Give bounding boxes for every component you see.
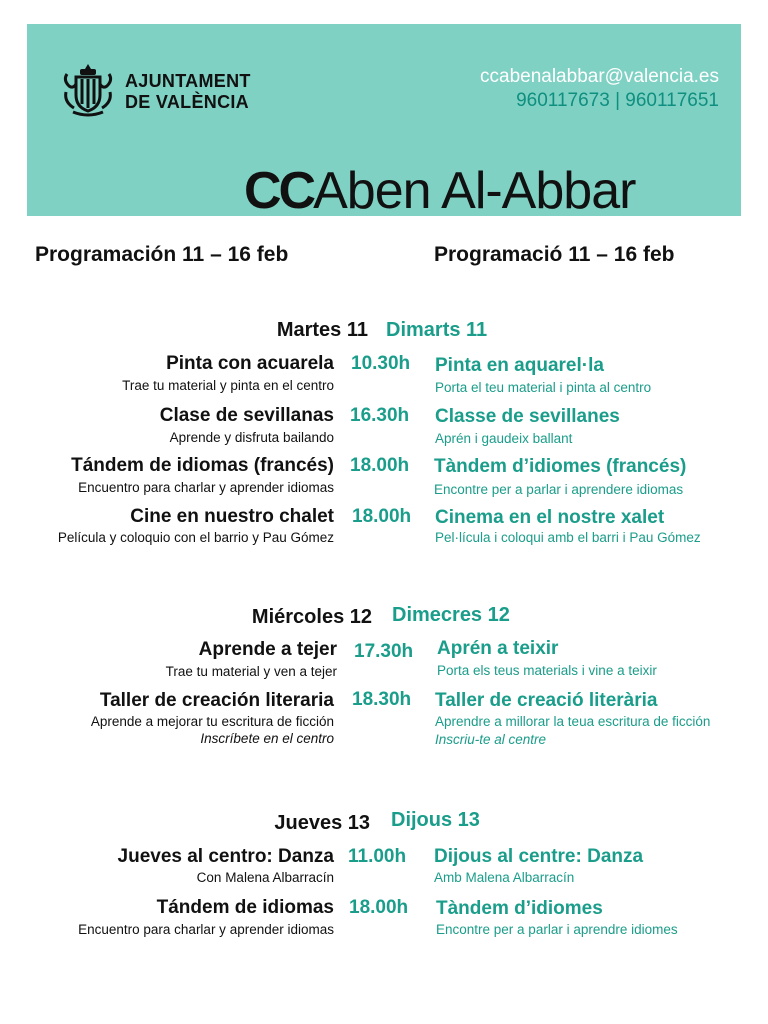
day-heading-va: Dimarts 11: [386, 319, 488, 341]
event-title-va: Taller de creació literària: [435, 690, 658, 711]
event-time: 11.00h: [348, 846, 407, 867]
event-title-va: Tàndem d’idiomes: [436, 898, 603, 919]
event-subtitle-va: Aprendre a millorar la teua escritura de ficción: [435, 714, 711, 729]
event-title-va: Aprén a teixir: [437, 638, 559, 659]
event-subtitle-va: Aprén i gaudeix ballant: [435, 431, 573, 446]
event-note-va: Inscriu-te al centre: [435, 732, 547, 747]
header-banner: [27, 24, 741, 216]
event-subtitle-es: Con Malena Albarracín: [196, 870, 334, 885]
event-subtitle-es: Aprende a mejorar tu escritura de ficción: [90, 714, 334, 729]
event-time: 18.00h: [350, 455, 410, 476]
city-crest-icon: [63, 62, 113, 118]
brand-name: Aben Al-Abbar: [313, 162, 636, 216]
day-heading-va: Dijous 13: [391, 809, 480, 831]
event-subtitle-es: Aprende y disfruta bailando: [169, 430, 334, 445]
event-subtitle-es: Trae tu material y pinta en el centro: [122, 378, 334, 393]
contact-phones[interactable]: 960117673 | 960117651: [516, 90, 719, 111]
event-title-va: Tàndem d’idiomes (francés): [434, 456, 687, 477]
programacion-es: Programación 11 – 16 feb: [35, 243, 289, 266]
event-title-es: Cine en nuestro chalet: [130, 506, 334, 527]
event-subtitle-es: Trae tu material y ven a tejer: [165, 664, 337, 679]
event-title-es: Tándem de idiomas: [156, 897, 334, 918]
event-subtitle-es: Encuentro para charlar y aprender idiomas: [78, 922, 334, 937]
day-heading-es: Martes 11: [276, 319, 368, 341]
event-title-es: Jueves al centro: Danza: [117, 846, 334, 867]
org-line-2: DE VALÈNCIA: [125, 92, 249, 112]
event-subtitle-va: Amb Malena Albarracín: [434, 870, 575, 885]
event-subtitle-va: Porta els teus materials i vine a teixir: [437, 663, 657, 678]
org-line-1: AJUNTAMENT: [125, 71, 251, 91]
event-title-es: Pinta con acuarela: [166, 353, 334, 374]
center-brand: [244, 163, 635, 216]
event-subtitle-va: Pel·lícula i coloqui amb el barri i Pau Gómez: [435, 530, 701, 545]
event-title-va: Cinema en el nostre xalet: [435, 507, 665, 528]
event-title-va: Dijous al centre: Danza: [434, 846, 644, 867]
event-time: 17.30h: [354, 641, 414, 662]
event-subtitle-va: Encontre per a parlar i aprendre idiomes: [436, 922, 678, 937]
day-heading-va: Dimecres 12: [392, 604, 510, 626]
event-note-es: Inscríbete en el centro: [200, 731, 334, 746]
event-time: 18.30h: [352, 689, 412, 710]
event-subtitle-es: Encuentro para charlar y aprender idiomas: [78, 480, 334, 495]
day-heading-es: Miércoles 12: [251, 606, 372, 628]
event-title-es: Clase de sevillanas: [159, 405, 334, 426]
brand-prefix: CC: [244, 162, 314, 216]
programacion-va: Programació 11 – 16 feb: [434, 243, 675, 266]
org-name: [125, 71, 251, 113]
event-time: 16.30h: [350, 405, 410, 426]
event-title-va: Pinta en aquarel·la: [435, 355, 604, 376]
event-subtitle-va: Encontre per a parlar i aprendere idiomas: [434, 482, 684, 497]
day-heading-es: Jueves 13: [274, 812, 370, 834]
event-time: 18.00h: [349, 897, 409, 918]
event-time: 18.00h: [352, 506, 412, 527]
event-subtitle-va: Porta el teu material i pinta al centro: [435, 380, 652, 395]
event-title-es: Taller de creación literaria: [99, 690, 334, 711]
event-title-es: Tándem de idiomas (francés): [71, 455, 334, 476]
event-title-va: Classe de sevillanes: [435, 406, 620, 427]
event-subtitle-es: Película y coloquio con el barrio y Pau Gómez: [57, 530, 334, 545]
contact-email[interactable]: ccabenalabbar@valencia.es: [480, 66, 719, 87]
event-title-es: Aprende a tejer: [198, 639, 337, 660]
event-time: 10.30h: [351, 353, 411, 374]
